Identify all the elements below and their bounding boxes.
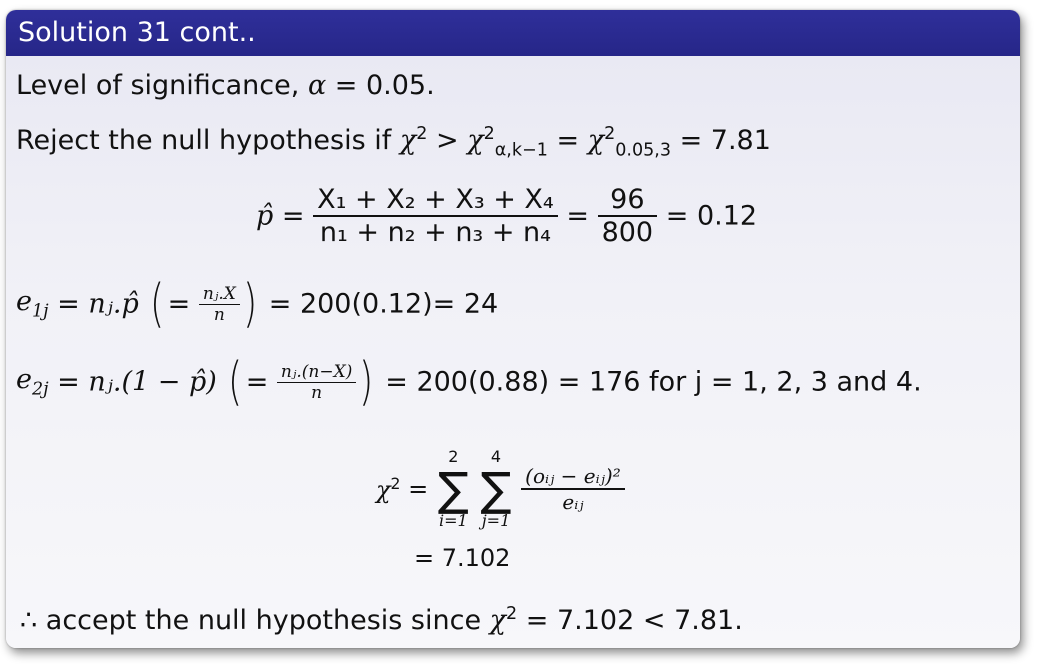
chi-exponent: 2	[390, 474, 401, 493]
phat-fraction-numeric	[598, 184, 658, 248]
e2-symbol: e	[16, 364, 32, 396]
equals-sign: =	[665, 200, 689, 232]
chi-crit-subscript: α,k−1	[494, 140, 548, 161]
block-title: Solution 31 cont..	[6, 10, 1020, 56]
phat-denominator: n₁ + n₂ + n₃ + n₄	[319, 217, 551, 248]
chi-crit-exponent: 2	[483, 124, 495, 144]
e1-result: 200(0.12)= 24	[299, 288, 499, 320]
chi-symbol: χ	[489, 605, 507, 636]
reject-rule-line	[16, 124, 771, 160]
equals-sign: =	[268, 288, 292, 320]
chi-frac-numerator: (oᵢⱼ − eᵢⱼ)²	[521, 464, 625, 490]
e2-frac-denominator: n	[311, 382, 323, 403]
chi-symbol: χ	[376, 475, 391, 504]
chi-fraction	[521, 464, 625, 514]
phat-den-value: 800	[601, 217, 654, 248]
e2-frac-numerator: nⱼ.(n−X)	[277, 362, 356, 383]
right-paren: )	[242, 274, 258, 334]
e2-result: 200(0.88) = 176 for j = 1, 2, 3 and 4.	[416, 366, 922, 398]
phat-num-value: 96	[598, 184, 658, 217]
equals-sign: =	[566, 200, 589, 232]
chi-exponent: 2	[506, 604, 518, 624]
equals-sign: =	[334, 70, 358, 101]
right-paren: )	[359, 352, 374, 412]
e2-lhs	[16, 364, 49, 400]
significance-label: Level of significance,	[16, 70, 300, 101]
chi-lhs	[376, 476, 400, 504]
equals-sign: =	[57, 366, 80, 398]
chi-square-formula	[376, 448, 625, 530]
left-paren: (	[150, 274, 165, 334]
chi-symbol-crit: χ	[467, 125, 484, 156]
e1-frac-numerator: nⱼ.X	[199, 284, 240, 305]
e1-symbol: e	[16, 286, 32, 318]
therefore-symbol: ∴	[20, 605, 38, 636]
alpha-value: 0.05.	[365, 70, 435, 101]
sum-j-upper: 4	[490, 447, 502, 466]
slide-block	[6, 10, 1020, 648]
reject-rule-label: Reject the null hypothesis if	[16, 125, 392, 156]
significance-line	[16, 70, 435, 101]
critical-value: 7.81	[710, 125, 771, 156]
chi-symbol: χ	[399, 125, 417, 156]
sum-over-j	[481, 448, 512, 530]
greater-than-sign: >	[436, 125, 459, 156]
e1-frac-denominator: n	[213, 304, 225, 325]
e2-formula	[16, 352, 922, 412]
e1-fraction	[199, 284, 240, 325]
phat-formula	[256, 184, 757, 248]
sigma-symbol: ∑	[437, 462, 469, 516]
e1-subscript: 1j	[31, 301, 49, 322]
sigma-symbol: ∑	[480, 462, 512, 516]
sum-j-lower: j=1	[481, 511, 511, 530]
conclusion-text: accept the null hypothesis since	[45, 605, 482, 636]
equals-sign: =	[281, 200, 305, 232]
chi-square-value: = 7.102	[414, 544, 511, 572]
sum-over-i	[438, 448, 469, 530]
chi-exponent: 2	[416, 124, 428, 144]
equals-sign: =	[167, 288, 191, 320]
conclusion-comparison: = 7.102 < 7.81.	[525, 605, 743, 636]
phat-symbol: p̂	[256, 200, 274, 232]
chi-crit2-subscript: 0.05,3	[615, 140, 671, 161]
e2-expression: nⱼ.(1 − p̂)	[88, 366, 217, 398]
phat-fraction	[313, 184, 558, 248]
e1-formula	[16, 274, 499, 334]
left-paren: (	[228, 352, 243, 412]
equals-sign: =	[245, 366, 269, 398]
sum-i-upper: 2	[448, 447, 459, 466]
phat-numerator: X₁ + X₂ + X₃ + X₄	[313, 184, 558, 217]
equals-sign: =	[679, 125, 703, 156]
block-body	[6, 56, 1020, 648]
conclusion-line	[20, 604, 743, 636]
sum-i-lower: i=1	[439, 511, 468, 530]
equals-sign: =	[57, 288, 80, 320]
equals-sign: =	[408, 475, 429, 503]
e2-subscript: 2j	[31, 379, 49, 400]
equals-sign: =	[556, 125, 580, 156]
phat-result: 0.12	[696, 200, 758, 232]
chi-crit2-exponent: 2	[604, 124, 616, 144]
chi-frac-denominator: eᵢⱼ	[562, 490, 584, 514]
chi-symbol-crit2: χ	[587, 125, 605, 156]
alpha-symbol: α	[307, 70, 327, 101]
e2-fraction	[277, 362, 356, 403]
e1-lhs	[16, 286, 49, 322]
e1-expression: nⱼ.p̂	[88, 288, 139, 320]
equals-sign: =	[385, 366, 408, 398]
